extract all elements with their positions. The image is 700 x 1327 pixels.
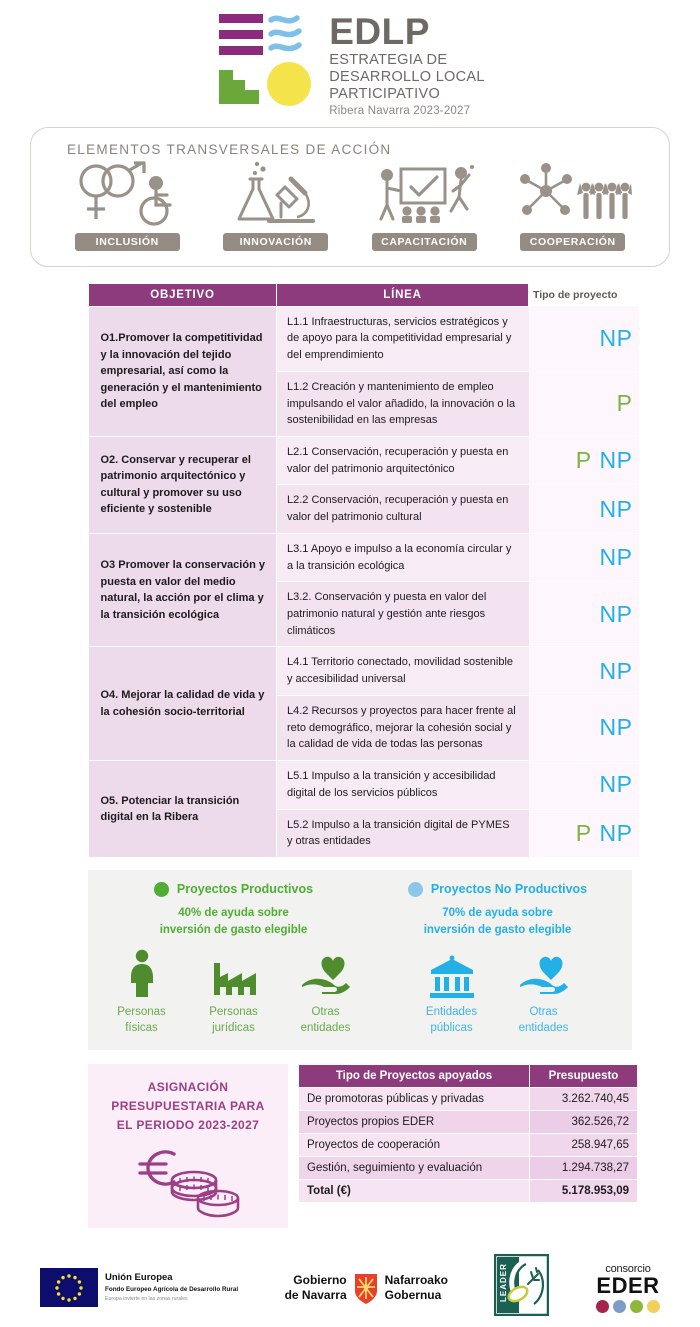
table-row — [89, 533, 639, 581]
eu-logo-slogan: Europa invierte en las zonas rurales — [105, 1295, 188, 1302]
transversal-elements-panel — [30, 127, 670, 267]
tag-p: P — [575, 447, 592, 474]
blue-dot-icon — [408, 882, 423, 897]
linea-cell: L2.2 Conservación, recuperación y puesta en valor del patrimonio cultural — [277, 485, 529, 533]
objective-cell: O1.Promover la competitividad y la innovación del tejido empresarial, así como la generación y el mantenimiento del empleo — [89, 306, 277, 436]
logo-region-period: Ribera Navarra 2023-2027 — [329, 104, 471, 117]
eu-flag-icon — [40, 1268, 98, 1307]
leader-logo-icon — [494, 1254, 549, 1316]
budget-row-label: De promotoras públicas y privadas — [299, 1088, 530, 1111]
linea-cell: L3.2. Conservación y puesta en valor del patrimonio natural y gestión ante riesgos climáticos — [277, 582, 529, 647]
eu-logo-title: Unión Europea — [105, 1272, 173, 1284]
euro-coins-icon — [98, 1140, 278, 1218]
tipo-cell — [529, 437, 639, 485]
legend-title-non-productive: Proyectos No Productivos — [430, 882, 588, 897]
objective-cell: O2. Conservar y recuperar el patrimonio arquitectónico y cultural y promover su uso eficiente y sostenible — [89, 437, 277, 534]
project-types-legend — [88, 870, 632, 1051]
logo-subtitle-line1: ESTRATEGIA DE — [329, 52, 448, 69]
budget-row-value: 1.294.738,27 — [530, 1157, 638, 1180]
eder-logo-line1: consorcio — [605, 1262, 651, 1275]
training-board-icon — [358, 159, 490, 227]
budget-panel-line2: PRESUPUESTARIA PARA — [111, 1099, 265, 1114]
logo-subtitle-line3: PARTICIPATIVO — [329, 85, 441, 102]
tag-np: NP — [599, 819, 633, 846]
legend-aid-nonproductive-line1: 70% de ayuda sobre — [442, 906, 553, 919]
navarra-eu-line2: Gobernua — [384, 1287, 442, 1302]
tag-np: NP — [599, 495, 633, 522]
legend-non-productive — [371, 882, 624, 1037]
linea-cell: L5.1 Impulso a la transición y accesibilidad digital de los servicios públicos — [277, 761, 529, 809]
eder-dot-green — [630, 1300, 643, 1313]
eder-logo-line2: EDER — [596, 1272, 660, 1298]
bank-icon — [413, 947, 491, 999]
legend-caption-line2: entidades — [518, 1021, 569, 1034]
budget-row-label: Gestión, seguimiento y evaluación — [299, 1157, 530, 1180]
legend-aid-productive-line1: 40% de ayuda sobre — [178, 906, 289, 919]
column-header-objetivo: OBJETIVO — [89, 283, 277, 306]
person-icon — [103, 947, 181, 999]
budget-row — [299, 1111, 638, 1134]
transversal-title: ELEMENTOS TRANSVERSALES DE ACCIÓN — [67, 141, 392, 157]
legend-caption-line1: Otras — [311, 1006, 340, 1019]
column-header-linea: LÍNEA — [277, 283, 529, 306]
legend-caption-line2: jurídicas — [212, 1021, 255, 1034]
navarra-es-line2: de Navarra — [284, 1287, 347, 1302]
navarra-shield-icon — [353, 1271, 379, 1305]
leader-text: LEADER — [499, 1263, 509, 1303]
linea-cell: L1.2 Creación y mantenimiento de empleo impulsando el valor añadido, la innovación o la sostenibilidad en las empresas — [277, 371, 529, 436]
tipo-cell — [529, 371, 639, 436]
table-row — [89, 647, 639, 695]
budget-row-label: Proyectos propios EDER — [299, 1111, 530, 1134]
tag-np: NP — [599, 325, 633, 352]
legend-item-entidades-publicas — [413, 947, 491, 1036]
objective-cell: O4. Mejorar la calidad de vida y la cohesión socio-territorial — [89, 647, 277, 761]
budget-column-header-amount: Presupuesto — [530, 1065, 638, 1088]
edlp-logo-mark — [215, 8, 315, 108]
tipo-cell — [529, 809, 639, 857]
legend-title-productive: Proyectos Productivos — [176, 882, 314, 897]
eu-logo-block — [40, 1268, 238, 1307]
linea-cell: L4.1 Territorio conectado, movilidad sostenible y accesibilidad universal — [277, 647, 529, 695]
legend-productive — [96, 882, 371, 1037]
budget-row — [299, 1088, 638, 1111]
legend-item-otras-entidades-noprod — [505, 947, 583, 1036]
tag-p: P — [575, 819, 592, 846]
budget-section — [88, 1064, 638, 1228]
eu-logo-fund: Fondo Europeo Agrícola de Desarrollo Rural — [105, 1285, 239, 1293]
network-people-icon — [507, 159, 639, 227]
budget-total-row — [299, 1180, 638, 1203]
column-header-tipo: Tipo de proyecto — [529, 283, 639, 306]
budget-row — [299, 1134, 638, 1157]
budget-table — [298, 1064, 638, 1203]
legend-item-personas-juridicas — [195, 947, 273, 1036]
legend-caption-line1: Personas — [209, 1006, 258, 1019]
transversal-item-innovacion — [210, 159, 342, 251]
legend-caption-line1: Entidades — [425, 1006, 478, 1019]
tipo-cell — [529, 761, 639, 809]
hand-heart-icon — [505, 947, 583, 999]
eder-dot-blue — [613, 1300, 626, 1313]
transversal-label-cooperacion: COOPERACIÓN — [520, 233, 625, 251]
linea-cell: L1.1 Infraestructuras, servicios estratégicos y de apoyo para la competitividad empresarial y del emprendimiento — [277, 306, 529, 371]
logo-subtitle-line2: DESARROLLO LOCAL — [329, 69, 485, 86]
budget-row-value: 258.947,65 — [530, 1134, 638, 1157]
budget-allocation-panel — [88, 1064, 288, 1228]
footer-logos — [0, 1244, 700, 1327]
legend-aid-productive-line2: inversión de gasto elegible — [159, 924, 308, 937]
budget-row-value: 362.526,72 — [530, 1111, 638, 1134]
navarra-eu-line1: Nafarroako — [384, 1273, 448, 1288]
legend-caption-line2: públicas — [430, 1021, 473, 1034]
objectives-table-wrapper — [88, 283, 638, 858]
budget-panel-line3: EL PERIODO 2023-2027 — [116, 1117, 260, 1132]
objectives-table — [88, 283, 639, 858]
budget-panel-line1: ASIGNACIÓN — [147, 1080, 229, 1095]
linea-cell: L2.1 Conservación, recuperación y puesta en valor del patrimonio arquitectónico — [277, 437, 529, 485]
legend-item-otras-entidades-prod — [287, 947, 365, 1036]
navarra-government-logo — [285, 1271, 448, 1305]
budget-header-row — [299, 1065, 638, 1088]
factory-icon — [195, 947, 273, 999]
legend-caption-line1: Otras — [529, 1006, 558, 1019]
budget-column-header-type: Tipo de Proyectos apoyados — [299, 1065, 530, 1088]
leader-logo — [494, 1254, 549, 1321]
legend-aid-nonproductive-line2: inversión de gasto elegible — [423, 924, 572, 937]
tipo-cell — [529, 533, 639, 581]
linea-cell: L5.2 Impulso a la transición digital de PYMES y otras entidades — [277, 809, 529, 857]
objective-cell: O3 Promover la conservación y puesta en valor del medio natural, la acción por el clima y la transición ecológica — [89, 533, 277, 647]
tipo-cell — [529, 695, 639, 760]
table-header-row — [89, 283, 639, 306]
budget-row-label: Proyectos de cooperación — [299, 1134, 530, 1157]
transversal-item-capacitacion — [358, 159, 490, 251]
budget-total-label: Total (€) — [299, 1180, 530, 1203]
logo-title: EDLP — [329, 11, 430, 52]
tipo-cell — [529, 485, 639, 533]
gender-wheelchair-icon — [61, 159, 193, 227]
transversal-item-cooperacion — [507, 159, 639, 251]
eder-dot-red — [596, 1300, 609, 1313]
hand-heart-icon — [287, 947, 365, 999]
tag-np: NP — [599, 771, 633, 798]
tag-np: NP — [599, 714, 633, 741]
legend-caption-line1: Personas — [117, 1006, 166, 1019]
linea-cell: L4.2 Recursos y proyectos para hacer frente al reto demográfico, mejorar la cohesión social y la calidad de vida de todas las personas — [277, 695, 529, 760]
tipo-cell — [529, 306, 639, 371]
table-row — [89, 437, 639, 485]
flask-microscope-icon — [210, 159, 342, 227]
eder-dot-yellow — [647, 1300, 660, 1313]
tipo-cell — [529, 582, 639, 647]
table-row — [89, 761, 639, 809]
objective-cell: O5. Potenciar la transición digital en la Ribera — [89, 761, 277, 858]
budget-total-value: 5.178.953,09 — [530, 1180, 638, 1203]
eder-logo — [596, 1263, 660, 1313]
navarra-es-line1: Gobierno — [293, 1273, 347, 1288]
green-dot-icon — [154, 882, 169, 897]
budget-table-wrapper — [298, 1064, 638, 1228]
transversal-label-inclusion: INCLUSIÓN — [75, 233, 180, 251]
header-logo-block — [0, 0, 700, 123]
transversal-label-capacitacion: CAPACITACIÓN — [372, 233, 477, 251]
tipo-cell — [529, 647, 639, 695]
tag-np: NP — [599, 544, 633, 571]
budget-row-value: 3.262.740,45 — [530, 1088, 638, 1111]
legend-caption-line2: entidades — [300, 1021, 351, 1034]
linea-cell: L3.1 Apoyo e impulso a la economía circular y a la transición ecológica — [277, 533, 529, 581]
legend-item-personas-fisicas — [103, 947, 181, 1036]
transversal-label-innovacion: INNOVACIÓN — [223, 233, 328, 251]
tag-np: NP — [599, 600, 633, 627]
table-row — [89, 306, 639, 371]
tag-np: NP — [599, 447, 633, 474]
tag-p: P — [616, 390, 633, 417]
legend-caption-line2: físicas — [125, 1021, 158, 1034]
budget-row — [299, 1157, 638, 1180]
tag-np: NP — [599, 657, 633, 684]
transversal-item-inclusion — [61, 159, 193, 251]
